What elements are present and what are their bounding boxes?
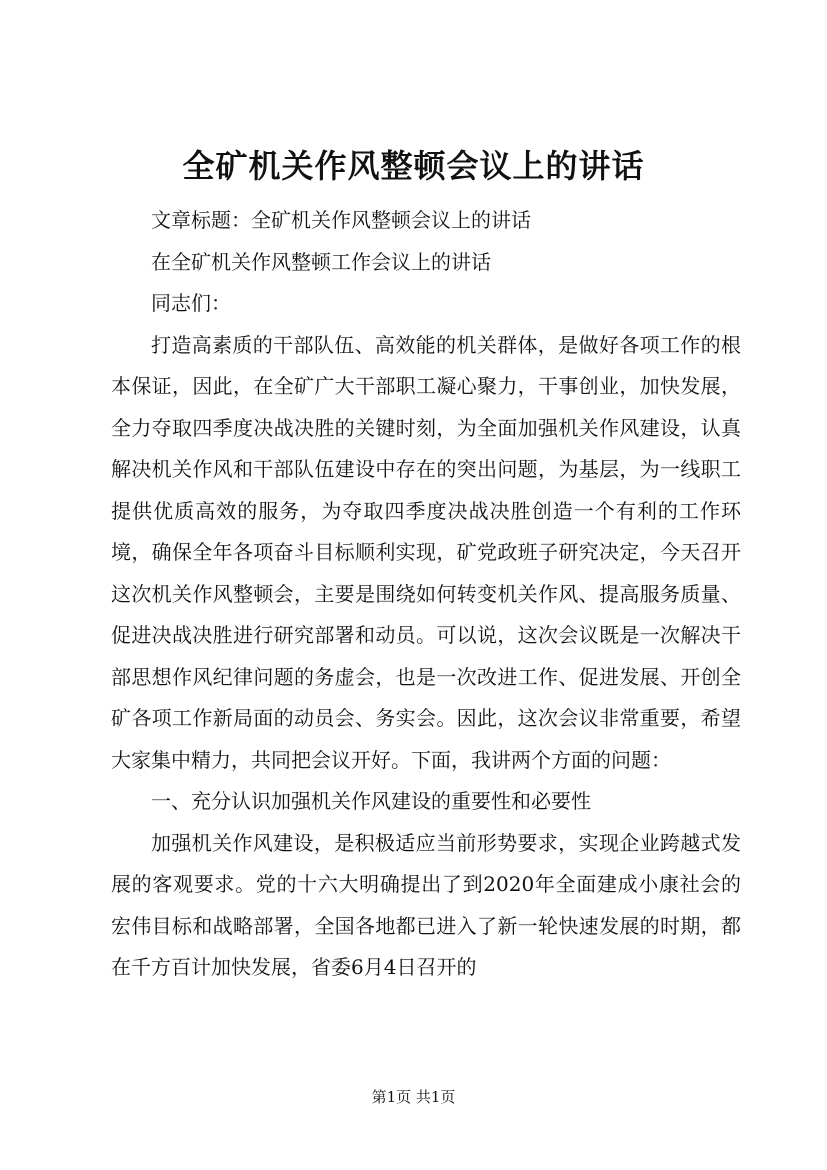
speech-subtitle: 在全矿机关作风整顿工作会议上的讲话 <box>151 249 491 274</box>
article-title-line: 文章标题：全矿机关作风整顿会议上的讲话 <box>151 208 531 232</box>
salutation: 同志们： <box>151 291 231 315</box>
page-footer: 第1页 共1页 <box>371 1088 456 1106</box>
section-heading: 一、充分认识加强机关作风建设的重要性和必要性 <box>151 789 591 813</box>
body-paragraph: 打造高素质的干部队伍、高效能的机关群体，是做好各项工作的根本保证，因此，在全矿广大干部职工凝心聚力，干事创业，加快发展，全力夺取四季度决战决胜的关键时刻，为全面加强机关作风建设，认真解决机关作风和干部队伍建设中存在的突出问题，为基层，为一线职工提供优质高效的服务，为夺取四季度决战决胜创造一个有利的工作环境，确保全年各项奋斗目标顺利实现，矿党政班子研究决定，今天召开这次机关作风整顿会，主要是围绕如何转变机关作风、提高服务质量、促进决战决胜进行研究部署和动员。可以说，这次会议既是一次解决干部思想作风纪律问题的务虚会，也是一次改进工作、促进发展、开创全矿各项工作新局面的动员会、务实会。因此，这次会议非常重要，希望大家集中精力，共同把会议开好。下面，我讲两个方面的问题： <box>111 332 741 772</box>
document-title: 全矿机关作风整顿会议上的讲话 <box>182 147 645 185</box>
body-paragraph: 加强机关作风建设，是积极适应当前形势要求，实现企业跨越式发展的客观要求。党的十六大明确提出了到2020年全面建成小康社会的宏伟目标和战略部署，全国各地都已进入了新一轮快速发展的时期，都在千方百计加快发展，省委6月4日召开的 <box>111 830 741 979</box>
document-body <box>111 200 741 989</box>
